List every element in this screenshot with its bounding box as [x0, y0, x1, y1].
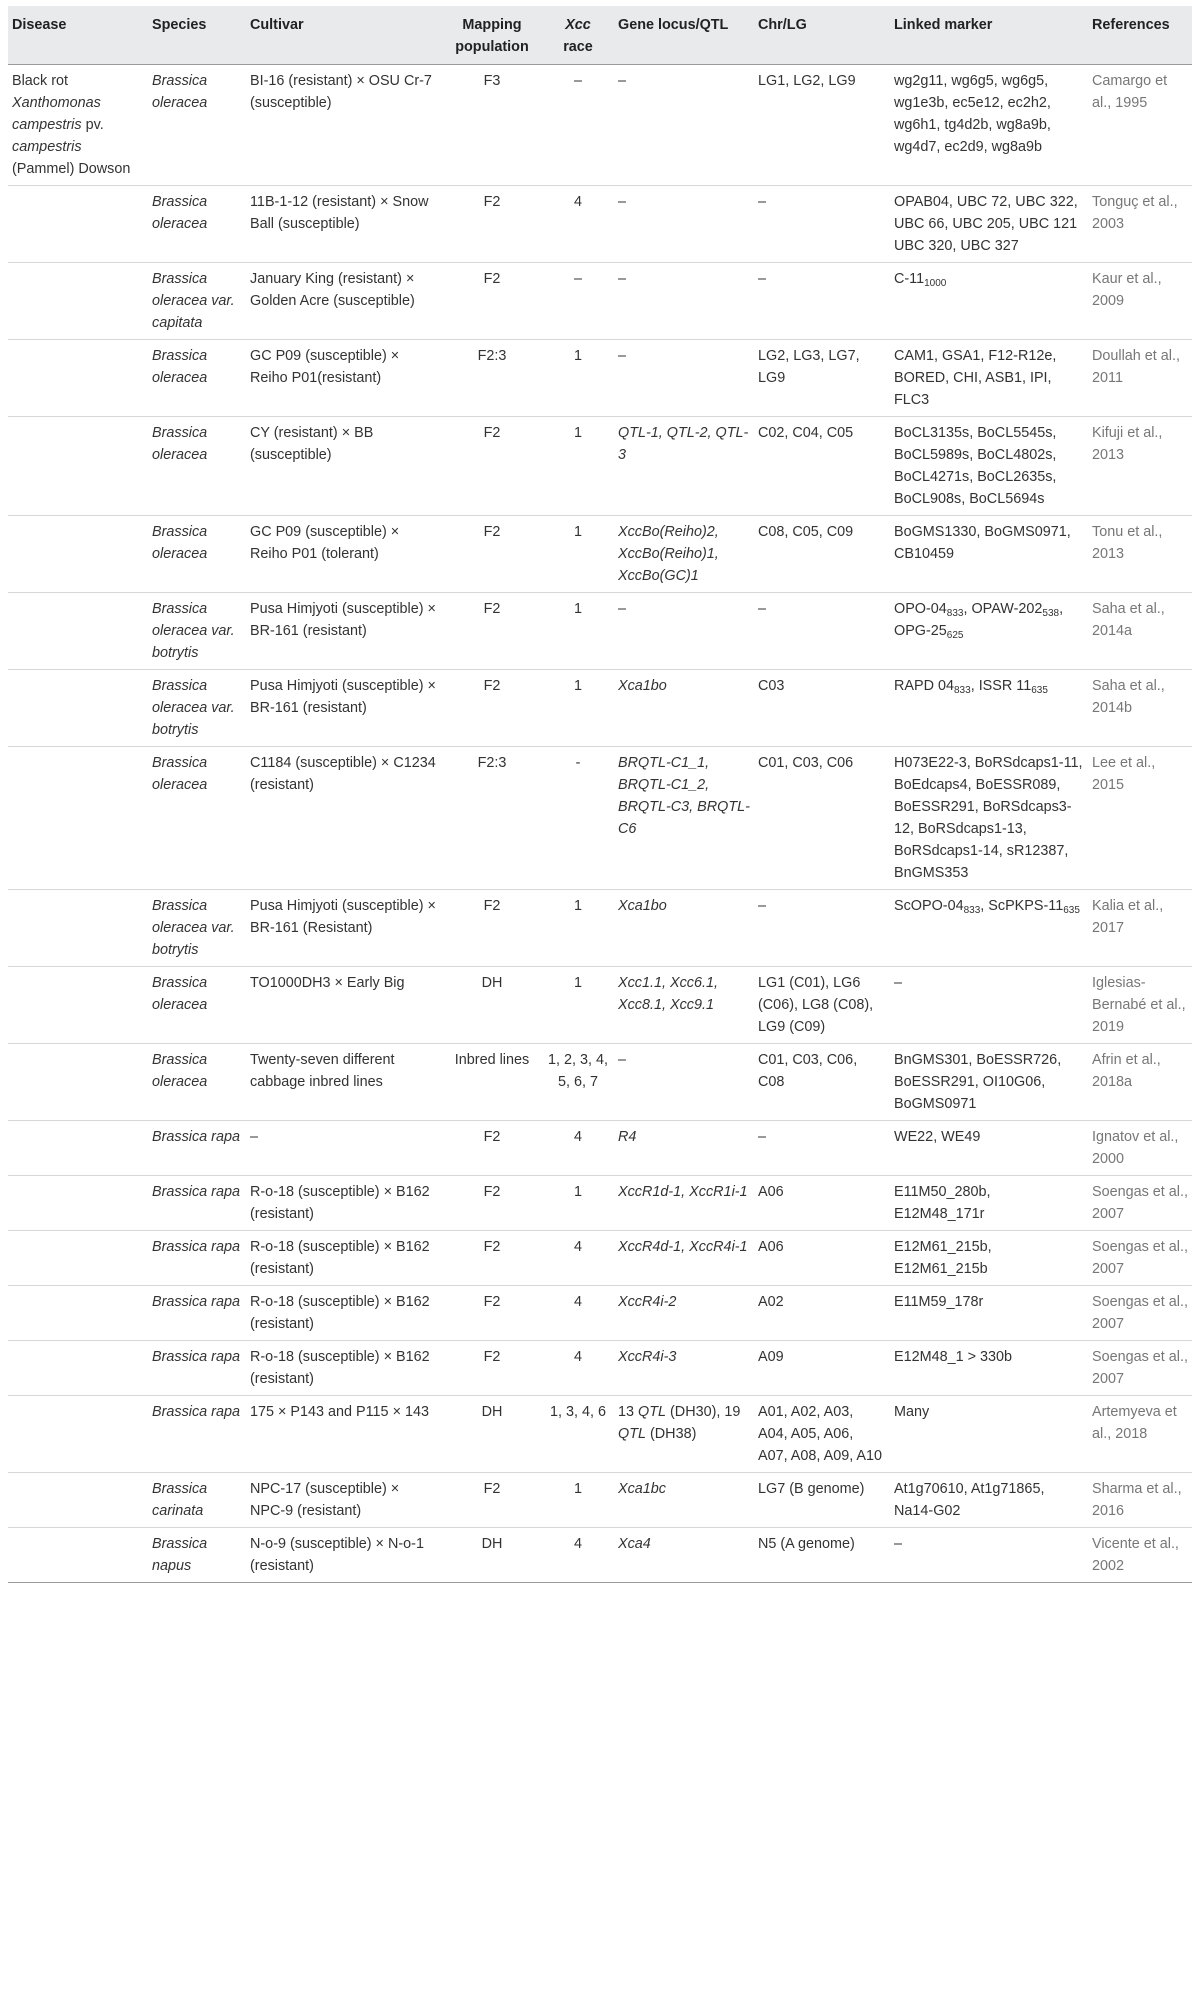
cell-reference: Vicente et al., 2002 — [1088, 1528, 1192, 1583]
cell-mapping-population: F2 — [442, 670, 542, 747]
cell-cultivar: January King (resistant) × Golden Acre (susceptible) — [246, 263, 442, 340]
marker-name: E12M61_215b, E12M61_215b — [894, 1239, 992, 1277]
cell-gene-locus: – — [614, 1044, 754, 1121]
cell-mapping-population: DH — [442, 967, 542, 1044]
cell-xcc-race: 1 — [542, 1176, 614, 1231]
cell-xcc-race: 4 — [542, 1528, 614, 1583]
cell-chr-lg: A06 — [754, 1176, 890, 1231]
cell-reference: Afrin et al., 2018a — [1088, 1044, 1192, 1121]
table-row — [8, 1176, 1192, 1231]
header-xcc-italic: Xcc — [565, 17, 591, 33]
cell-linked-marker — [890, 340, 1088, 417]
table-row — [8, 1286, 1192, 1341]
table-row — [8, 1121, 1192, 1176]
cell-chr-lg: – — [754, 593, 890, 670]
cell-disease — [8, 1396, 148, 1473]
table-header — [8, 6, 1192, 65]
table-row — [8, 1341, 1192, 1396]
cell-chr-lg: LG2, LG3, LG7, LG9 — [754, 340, 890, 417]
cell-gene-locus: Xca1bo — [614, 670, 754, 747]
marker-name: C-11 — [894, 271, 925, 287]
cell-cultivar: R-o-18 (susceptible) × B162 (resistant) — [246, 1231, 442, 1286]
cell-disease — [8, 967, 148, 1044]
header-xcc-race — [542, 6, 614, 65]
cell-species: Brassica oleracea var. botrytis — [148, 890, 246, 967]
cell-cultivar: R-o-18 (susceptible) × B162 (resistant) — [246, 1176, 442, 1231]
cell-species: Brassica oleracea — [148, 1044, 246, 1121]
marker-subscript: 833 — [954, 685, 971, 696]
cell-mapping-population: F2 — [442, 1121, 542, 1176]
cell-chr-lg: – — [754, 186, 890, 263]
cell-disease — [8, 1176, 148, 1231]
marker-name: OPG-25 — [894, 623, 947, 639]
cell-cultivar: N-o-9 (susceptible) × N-o-1 (resistant) — [246, 1528, 442, 1583]
cell-disease — [8, 263, 148, 340]
cell-chr-lg: A09 — [754, 1341, 890, 1396]
cell-disease — [8, 186, 148, 263]
cell-linked-marker — [890, 670, 1088, 747]
cell-reference: Artemyeva et al., 2018 — [1088, 1396, 1192, 1473]
cell-gene-locus: XccR4i-2 — [614, 1286, 754, 1341]
header-linked-marker: Linked marker — [890, 6, 1088, 65]
marker-sep: , — [980, 898, 989, 914]
cell-species: Brassica oleracea var. capitata — [148, 263, 246, 340]
cell-cultivar: Pusa Himjyoti (susceptible) × BR-161 (resistant) — [246, 593, 442, 670]
cell-mapping-population: F2 — [442, 1341, 542, 1396]
cell-disease — [8, 1341, 148, 1396]
header-cultivar: Cultivar — [246, 6, 442, 65]
cell-xcc-race: 4 — [542, 1341, 614, 1396]
cell-species: Brassica rapa — [148, 1121, 246, 1176]
cell-cultivar: Pusa Himjyoti (susceptible) × BR-161 (resistant) — [246, 670, 442, 747]
cell-species: Brassica oleracea var. botrytis — [148, 670, 246, 747]
header-mapping-population: Mapping population — [442, 6, 542, 65]
cell-species: Brassica oleracea — [148, 186, 246, 263]
cell-species: Brassica napus — [148, 1528, 246, 1583]
cell-xcc-race: 4 — [542, 1231, 614, 1286]
cell-disease — [8, 670, 148, 747]
marker-name: – — [894, 1536, 903, 1552]
cell-linked-marker — [890, 747, 1088, 890]
table-row — [8, 593, 1192, 670]
marker-name: E12M48_1 > 330b — [894, 1349, 1013, 1365]
cell-linked-marker — [890, 593, 1088, 670]
marker-name: OPAB04, UBC 72, UBC 322, UBC 66, UBC 205, UBC 121 UBC 320, UBC 327 — [894, 194, 1078, 254]
header-chr-lg: Chr/LG — [754, 6, 890, 65]
cell-xcc-race: 4 — [542, 1121, 614, 1176]
table-row — [8, 263, 1192, 340]
cell-disease — [8, 340, 148, 417]
cell-gene-locus: Xca4 — [614, 1528, 754, 1583]
cell-gene-locus: – — [614, 593, 754, 670]
cell-disease — [8, 593, 148, 670]
gene-text: (DH30), 19 — [666, 1404, 741, 1420]
marker-name: H073E22-3, BoRSdcaps1-11, BoEdcaps4, BoESSR089, BoESSR291, BoRSdcaps3-12, BoRSdcaps1-13, BoRSdcaps1-14, sR12387, BnGMS353 — [894, 755, 1083, 881]
header-species: Species — [148, 6, 246, 65]
cell-species: Brassica oleracea — [148, 417, 246, 516]
cell-cultivar: R-o-18 (susceptible) × B162 (resistant) — [246, 1341, 442, 1396]
cell-cultivar: – — [246, 1121, 442, 1176]
cell-species: Brassica oleracea — [148, 516, 246, 593]
cell-linked-marker — [890, 1396, 1088, 1473]
marker-sep: , — [1059, 601, 1064, 617]
cell-xcc-race: 1, 2, 3, 4, 5, 6, 7 — [542, 1044, 614, 1121]
cell-cultivar: NPC-17 (susceptible) × NPC-9 (resistant) — [246, 1473, 442, 1528]
cell-gene-locus: – — [614, 263, 754, 340]
cell-gene-locus: BRQTL-C1_1, BRQTL-C1_2, BRQTL-C3, BRQTL-C6 — [614, 747, 754, 890]
cell-linked-marker — [890, 263, 1088, 340]
disease-name: Black rot — [12, 73, 68, 89]
cell-mapping-population: DH — [442, 1396, 542, 1473]
cell-mapping-population: F2 — [442, 417, 542, 516]
marker-name: ScPKPS-11 — [988, 898, 1064, 914]
marker-subscript: 635 — [1031, 685, 1048, 696]
cell-cultivar: Pusa Himjyoti (susceptible) × BR-161 (Resistant) — [246, 890, 442, 967]
marker-name: WE22, WE49 — [894, 1129, 981, 1145]
marker-subscript: 833 — [946, 608, 964, 619]
cell-xcc-race: 4 — [542, 186, 614, 263]
cell-disease — [8, 417, 148, 516]
cell-mapping-population: F2 — [442, 516, 542, 593]
gene-text: 13 — [618, 1404, 639, 1420]
cell-disease — [8, 1528, 148, 1583]
cell-disease — [8, 890, 148, 967]
cell-xcc-race: - — [542, 747, 614, 890]
marker-subscript: 635 — [1063, 905, 1080, 916]
cell-mapping-population: F2 — [442, 1473, 542, 1528]
black-rot-qtl-table — [8, 6, 1192, 1583]
cell-species: Brassica rapa — [148, 1396, 246, 1473]
cell-mapping-population: Inbred lines — [442, 1044, 542, 1121]
cell-linked-marker — [890, 1528, 1088, 1583]
cell-mapping-population: F2 — [442, 1231, 542, 1286]
table-row — [8, 967, 1192, 1044]
cell-linked-marker — [890, 65, 1088, 186]
cell-cultivar: 175 × P143 and P115 × 143 — [246, 1396, 442, 1473]
marker-sep: , — [970, 678, 979, 694]
cell-reference: Kifuji et al., 2013 — [1088, 417, 1192, 516]
cell-xcc-race: 1 — [542, 593, 614, 670]
table-row — [8, 1231, 1192, 1286]
gene-text: (DH38) — [646, 1426, 697, 1442]
header-gene-locus: Gene locus/QTL — [614, 6, 754, 65]
cell-gene-locus: – — [614, 186, 754, 263]
marker-name: CAM1, GSA1, F12-R12e, BORED, CHI, ASB1, IPI, FLC3 — [894, 348, 1057, 408]
marker-name: OPO-04 — [894, 601, 947, 617]
cell-linked-marker — [890, 186, 1088, 263]
cell-xcc-race: 1 — [542, 967, 614, 1044]
table-row — [8, 516, 1192, 593]
cell-linked-marker — [890, 1341, 1088, 1396]
cell-gene-locus: – — [614, 340, 754, 417]
marker-subscript: 1000 — [924, 278, 947, 289]
cell-linked-marker — [890, 967, 1088, 1044]
marker-sep: , — [963, 601, 972, 617]
table-row — [8, 1396, 1192, 1473]
table-row — [8, 1044, 1192, 1121]
cell-species: Brassica rapa — [148, 1286, 246, 1341]
cell-reference: Saha et al., 2014a — [1088, 593, 1192, 670]
table-row — [8, 186, 1192, 263]
cell-chr-lg: LG1 (C01), LG6 (C06), LG8 (C08), LG9 (C09) — [754, 967, 890, 1044]
cell-mapping-population: DH — [442, 1528, 542, 1583]
marker-name: BoGMS1330, BoGMS0971, CB10459 — [894, 524, 1071, 562]
cell-chr-lg: LG7 (B genome) — [754, 1473, 890, 1528]
cell-disease — [8, 1286, 148, 1341]
cell-chr-lg: – — [754, 1121, 890, 1176]
cell-cultivar: Twenty-seven different cabbage inbred lines — [246, 1044, 442, 1121]
cell-linked-marker — [890, 417, 1088, 516]
cell-mapping-population: F2:3 — [442, 747, 542, 890]
cell-mapping-population: F2 — [442, 1286, 542, 1341]
cell-reference: Soengas et al., 2007 — [1088, 1286, 1192, 1341]
cell-mapping-population: F2 — [442, 1176, 542, 1231]
cell-chr-lg: – — [754, 890, 890, 967]
marker-name: RAPD 04 — [894, 678, 954, 694]
cell-gene-locus: XccR4i-3 — [614, 1341, 754, 1396]
cell-linked-marker — [890, 1176, 1088, 1231]
cell-disease — [8, 1473, 148, 1528]
cell-reference: Soengas et al., 2007 — [1088, 1231, 1192, 1286]
cell-reference: Kaur et al., 2009 — [1088, 263, 1192, 340]
cell-linked-marker — [890, 1286, 1088, 1341]
cell-xcc-race: 1 — [542, 670, 614, 747]
marker-subscript: 833 — [963, 905, 981, 916]
cell-disease — [8, 747, 148, 890]
cell-reference: Ignatov et al., 2000 — [1088, 1121, 1192, 1176]
marker-name: ScOPO-04 — [894, 898, 964, 914]
cell-gene-locus: – — [614, 65, 754, 186]
cell-reference: Sharma et al., 2016 — [1088, 1473, 1192, 1528]
cell-mapping-population: F2 — [442, 593, 542, 670]
table-body — [8, 65, 1192, 1583]
cell-xcc-race: 4 — [542, 1286, 614, 1341]
cell-reference: Kalia et al., 2017 — [1088, 890, 1192, 967]
marker-name: At1g70610, At1g71865, Na14-G02 — [894, 1481, 1045, 1519]
cell-xcc-race: 1, 3, 4, 6 — [542, 1396, 614, 1473]
table-row — [8, 340, 1192, 417]
cell-reference: Saha et al., 2014b — [1088, 670, 1192, 747]
marker-name: BoCL3135s, BoCL5545s, BoCL5989s, BoCL4802s, BoCL4271s, BoCL2635s, BoCL908s, BoCL5694s — [894, 425, 1057, 507]
table-row — [8, 1473, 1192, 1528]
pathogen-pv: pv. — [81, 117, 104, 133]
cell-reference: Iglesias-Bernabé et al., 2019 — [1088, 967, 1192, 1044]
table-row — [8, 670, 1192, 747]
cell-gene-locus: XccBo(Reiho)2, XccBo(Reiho)1, XccBo(GC)1 — [614, 516, 754, 593]
cell-gene-locus — [614, 1396, 754, 1473]
marker-subscript: 538 — [1042, 608, 1060, 619]
cell-reference: Doullah et al., 2011 — [1088, 340, 1192, 417]
cell-chr-lg: LG1, LG2, LG9 — [754, 65, 890, 186]
cell-xcc-race: 1 — [542, 516, 614, 593]
cell-xcc-race: 1 — [542, 1473, 614, 1528]
cell-cultivar: 11B-1-12 (resistant) × Snow Ball (susceptible) — [246, 186, 442, 263]
marker-name: OPAW-202 — [971, 601, 1043, 617]
marker-subscript: 625 — [946, 630, 964, 641]
marker-name: ISSR 11 — [978, 678, 1032, 694]
cell-gene-locus: QTL-1, QTL-2, QTL-3 — [614, 417, 754, 516]
cell-chr-lg: C02, C04, C05 — [754, 417, 890, 516]
cell-chr-lg: C08, C05, C09 — [754, 516, 890, 593]
cell-linked-marker — [890, 1473, 1088, 1528]
cell-mapping-population: F2 — [442, 263, 542, 340]
cell-linked-marker — [890, 1231, 1088, 1286]
cell-xcc-race: 1 — [542, 340, 614, 417]
cell-chr-lg: C03 — [754, 670, 890, 747]
table-row — [8, 65, 1192, 186]
cell-mapping-population: F3 — [442, 65, 542, 186]
cell-cultivar: GC P09 (susceptible) × Reiho P01(resistant) — [246, 340, 442, 417]
cell-gene-locus: R4 — [614, 1121, 754, 1176]
cell-disease — [8, 1231, 148, 1286]
cell-reference: Tonguç et al., 2003 — [1088, 186, 1192, 263]
cell-chr-lg: A06 — [754, 1231, 890, 1286]
cell-species: Brassica oleracea — [148, 340, 246, 417]
cell-species: Brassica oleracea — [148, 65, 246, 186]
cell-gene-locus: Xca1bc — [614, 1473, 754, 1528]
cell-cultivar: BI-16 (resistant) × OSU Cr-7 (susceptible) — [246, 65, 442, 186]
cell-mapping-population: F2 — [442, 186, 542, 263]
cell-cultivar: C1184 (susceptible) × C1234 (resistant) — [246, 747, 442, 890]
cell-gene-locus: XccR1d-1, XccR1i-1 — [614, 1176, 754, 1231]
cell-chr-lg: C01, C03, C06 — [754, 747, 890, 890]
table-row — [8, 417, 1192, 516]
gene-qtl-word: QTL — [638, 1404, 667, 1420]
cell-reference: Soengas et al., 2007 — [1088, 1341, 1192, 1396]
cell-disease — [8, 65, 148, 186]
pathogen-epithet: campestris — [12, 139, 82, 155]
table-row — [8, 1528, 1192, 1583]
pathogen-genus: Xanthomonas campestris — [12, 95, 101, 133]
marker-name: E11M59_178r — [894, 1294, 984, 1310]
cell-reference: Tonu et al., 2013 — [1088, 516, 1192, 593]
cell-cultivar: CY (resistant) × BB (susceptible) — [246, 417, 442, 516]
cell-species: Brassica oleracea — [148, 747, 246, 890]
cell-linked-marker — [890, 1121, 1088, 1176]
cell-mapping-population: F2:3 — [442, 340, 542, 417]
marker-name: Many — [894, 1404, 930, 1420]
header-race: race — [563, 39, 593, 55]
cell-chr-lg: A02 — [754, 1286, 890, 1341]
cell-species: Brassica rapa — [148, 1176, 246, 1231]
cell-species: Brassica rapa — [148, 1231, 246, 1286]
cell-species: Brassica oleracea var. botrytis — [148, 593, 246, 670]
cell-xcc-race: 1 — [542, 417, 614, 516]
cell-cultivar: TO1000DH3 × Early Big — [246, 967, 442, 1044]
cell-cultivar: GC P09 (susceptible) × Reiho P01 (tolerant) — [246, 516, 442, 593]
cell-disease — [8, 516, 148, 593]
cell-species: Brassica oleracea — [148, 967, 246, 1044]
marker-name: E11M50_280b, E12M48_171r — [894, 1184, 991, 1222]
table-row — [8, 747, 1192, 890]
cell-linked-marker — [890, 1044, 1088, 1121]
cell-disease — [8, 1121, 148, 1176]
gene-qtl-word: QTL — [618, 1426, 646, 1442]
cell-xcc-race: 1 — [542, 890, 614, 967]
cell-gene-locus: XccR4d-1, XccR4i-1 — [614, 1231, 754, 1286]
marker-name: – — [894, 975, 903, 991]
cell-species: Brassica rapa — [148, 1341, 246, 1396]
cell-linked-marker — [890, 516, 1088, 593]
cell-chr-lg: A01, A02, A03, A04, A05, A06, A07, A08, A09, A10 — [754, 1396, 890, 1473]
cell-reference: Camargo et al., 1995 — [1088, 65, 1192, 186]
cell-gene-locus: Xca1bo — [614, 890, 754, 967]
cell-gene-locus: Xcc1.1, Xcc6.1, Xcc8.1, Xcc9.1 — [614, 967, 754, 1044]
cell-xcc-race: – — [542, 263, 614, 340]
cell-chr-lg: C01, C03, C06, C08 — [754, 1044, 890, 1121]
cell-chr-lg: – — [754, 263, 890, 340]
header-disease: Disease — [8, 6, 148, 65]
header-references: References — [1088, 6, 1192, 65]
cell-linked-marker — [890, 890, 1088, 967]
table-row — [8, 890, 1192, 967]
cell-reference: Soengas et al., 2007 — [1088, 1176, 1192, 1231]
cell-disease — [8, 1044, 148, 1121]
cell-mapping-population: F2 — [442, 890, 542, 967]
cell-species: Brassica carinata — [148, 1473, 246, 1528]
marker-name: wg2g11, wg6g5, wg6g5, wg1e3b, ec5e12, ec2h2, wg6h1, tg4d2b, wg8a9b, wg4d7, ec2d9, wg8a9b — [894, 73, 1051, 155]
cell-chr-lg: N5 (A genome) — [754, 1528, 890, 1583]
cell-reference: Lee et al., 2015 — [1088, 747, 1192, 890]
cell-cultivar: R-o-18 (susceptible) × B162 (resistant) — [246, 1286, 442, 1341]
marker-name: BnGMS301, BoESSR726, BoESSR291, OI10G06, BoGMS0971 — [894, 1052, 1062, 1112]
pathogen-authority: (Pammel) Dowson — [12, 161, 131, 177]
cell-xcc-race: – — [542, 65, 614, 186]
